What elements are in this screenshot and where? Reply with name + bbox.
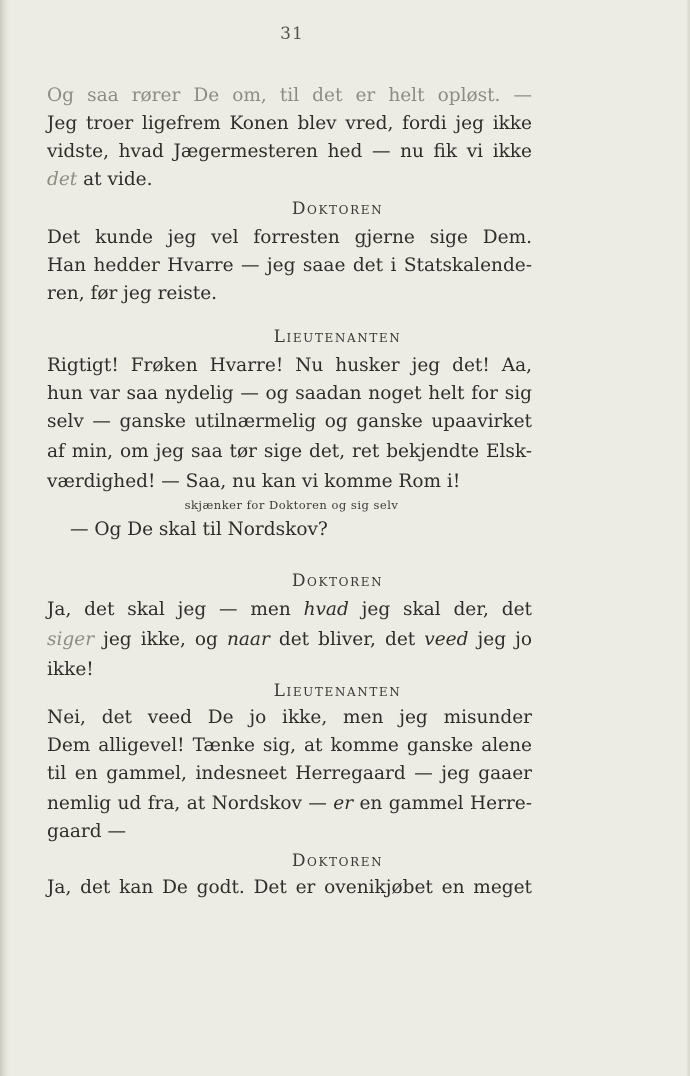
text-line: Og saa rører De om, til det er helt opløst. — xyxy=(47,85,532,106)
speaker-name: Lieutenanten xyxy=(273,327,402,347)
page-gutter-shadow xyxy=(0,0,9,1076)
text-line: selv — ganske utilnærmelig og ganske upaavirket xyxy=(47,411,532,432)
text-line: ikke! xyxy=(47,659,94,680)
page-number: 31 xyxy=(280,24,304,44)
page-edge-shadow xyxy=(686,0,690,1076)
text-line: Jeg troer ligefrem Konen blev vred, fordi jeg ikke xyxy=(47,113,532,134)
text-line: ren, før jeg reiste. xyxy=(47,283,218,304)
text-line: værdighed! — Saa, nu kan vi komme Rom i! xyxy=(47,471,461,492)
speaker-name: Doktoren xyxy=(291,571,384,591)
speaker-name: Doktoren xyxy=(291,851,384,871)
text-line: Han hedder Hvarre — jeg saae det i Statskalende- xyxy=(47,255,532,276)
text-line: vidste, hvad Jægermesteren hed — nu fik vi ikke xyxy=(47,141,532,162)
stage-direction: skjænker for Doktoren og sig selv xyxy=(184,498,399,512)
text-line: Nei, det veed De jo ikke, men jeg misunder xyxy=(47,707,532,728)
text-line: til en gammel, indesneet Herregaard — jeg gaaer xyxy=(47,763,532,784)
text-line: Rigtigt! Frøken Hvarre! Nu husker jeg det! Aa, xyxy=(47,355,532,376)
text-line: — Og De skal til Nordskov? xyxy=(70,519,328,540)
text-line: siger jeg ikke, og naar det bliver, det veed jeg jo xyxy=(47,629,532,650)
text-line: Ja, det skal jeg — men hvad jeg skal der, det xyxy=(47,599,532,620)
text-line: det at vide. xyxy=(47,169,153,190)
speaker-name: Lieutenanten xyxy=(273,681,402,701)
text-line: Det kunde jeg vel forresten gjerne sige Dem. xyxy=(47,227,532,248)
text-line: hun var saa nydelig — og saadan noget helt for sig xyxy=(47,383,532,404)
text-line: Ja, det kan De godt. Det er ovenikjøbet en meget xyxy=(47,877,532,898)
speaker-name: Doktoren xyxy=(291,199,384,219)
text-line: gaard — xyxy=(47,821,126,842)
text-line: nemlig ud fra, at Nordskov — er en gammel Herre- xyxy=(47,793,532,814)
text-line: af min, om jeg saa tør sige det, ret bekjendte Elsk- xyxy=(47,441,532,462)
text-line: Dem alligevel! Tænke sig, at komme ganske alene xyxy=(47,735,532,756)
